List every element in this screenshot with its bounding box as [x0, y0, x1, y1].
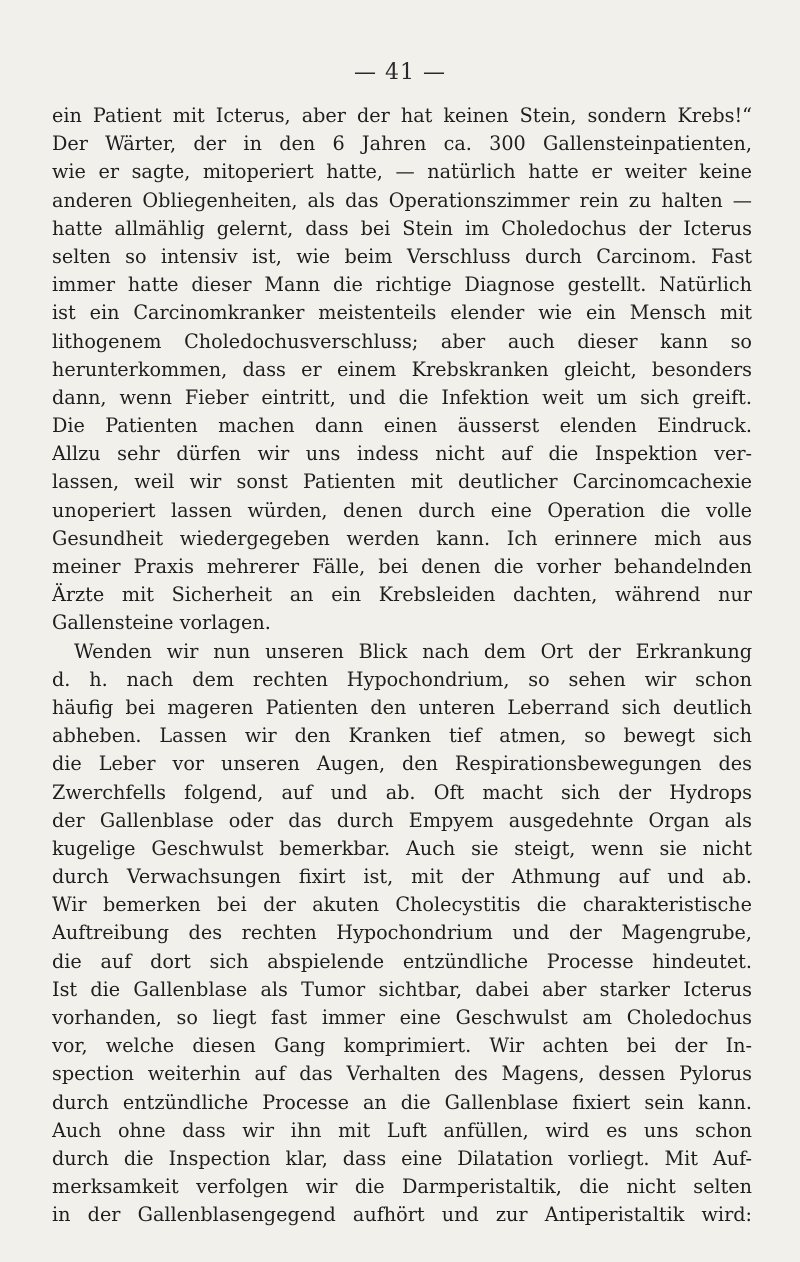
text-line: anderen Obliegenheiten, als das Operationszimmer rein zu halten — — [52, 188, 752, 212]
text-line: spection weiterhin auf das Verhalten des Magens, dessen Pylorus — [52, 1062, 752, 1086]
text-line: vor, welche diesen Gang komprimiert. Wir achten bei der In- — [52, 1034, 752, 1058]
text-line: selten so intensiv ist, wie beim Verschluss durch Carcinom. Fast — [52, 244, 752, 268]
text-line: durch entzündliche Processe an die Gallenblase fixiert sein kann. — [52, 1090, 752, 1114]
text-line: immer hatte dieser Mann die richtige Diagnose gestellt. Natürlich — [52, 273, 752, 297]
text-line: Ist die Gallenblase als Tumor sichtbar, dabei aber starker Icterus — [52, 977, 752, 1001]
text-line: Ärzte mit Sicherheit an ein Krebsleiden dachten, während nur — [52, 583, 752, 607]
body-text — [52, 102, 752, 1230]
text-line: Gesundheit wiedergegeben werden kann. Ich erinnere mich aus — [52, 526, 752, 550]
text-line: Allzu sehr dürfen wir uns indess nicht auf die Inspektion ver- — [52, 442, 752, 466]
text-line: lassen, weil wir sonst Patienten mit deutlicher Carcinomcachexie — [52, 470, 752, 494]
text-line: hatte allmählig gelernt, dass bei Stein im Choledochus der Icterus — [52, 216, 752, 240]
text-line: Der Wärter, der in den 6 Jahren ca. 300 Gallensteinpatienten, — [52, 132, 752, 156]
text-line: lithogenem Choledochusverschluss; aber auch dieser kann so — [52, 329, 752, 353]
text-line: durch die Inspection klar, dass eine Dilatation vorliegt. Mit Auf- — [52, 1146, 752, 1170]
text-line: merksamkeit verfolgen wir die Darmperistaltik, die nicht selten — [52, 1175, 752, 1199]
text-line: Gallensteine vorlagen. — [52, 611, 271, 635]
text-line: in der Gallenblasengegend aufhört und zur Antiperistaltik wird: — [52, 1203, 752, 1227]
text-line: unoperiert lassen würden, denen durch eine Operation die volle — [52, 498, 752, 522]
text-line: abheben. Lassen wir den Kranken tief atmen, so bewegt sich — [52, 724, 752, 748]
text-line: herunterkommen, dass er einem Krebskranken gleicht, besonders — [52, 357, 752, 381]
text-line: wie er sagte, mitoperiert hatte, — natürlich hatte er weiter keine — [52, 160, 752, 184]
text-line: meiner Praxis mehrerer Fälle, bei denen die vorher behandelnden — [52, 555, 752, 578]
text-line: durch Verwachsungen fixirt ist, mit der Athmung auf und ab. — [52, 865, 752, 889]
text-line: Wir bemerken bei der akuten Cholecystitis die charakteristische — [52, 893, 752, 917]
text-line: Auch ohne dass wir ihn mit Luft anfüllen, wird es uns schon — [52, 1118, 752, 1142]
text-line: die Leber vor unseren Augen, den Respirationsbewegungen des — [52, 752, 752, 776]
text-line: ein Patient mit Icterus, aber der hat keinen Stein, sondern Krebs!“ — [52, 104, 752, 127]
text-line: Zwerchfells folgend, auf und ab. Oft macht sich der Hydrops — [52, 780, 752, 804]
text-line: die auf dort sich abspielende entzündliche Processe hindeutet. — [52, 949, 752, 973]
text-line: Die Patienten machen dann einen äusserst elenden Eindruck. — [52, 414, 752, 438]
text-line: d. h. nach dem rechten Hypochondrium, so sehen wir schon — [52, 667, 752, 691]
text-line: dann, wenn Fieber eintritt, und die Infektion weit um sich greift. — [52, 385, 752, 409]
text-line: häufig bei mageren Patienten den unteren Leberrand sich deutlich — [52, 695, 752, 719]
text-line: kugelige Geschwulst bemerkbar. Auch sie steigt, wenn sie nicht — [52, 836, 752, 860]
text-line: ist ein Carcinomkranker meistenteils elender wie ein Mensch mit — [52, 301, 752, 325]
text-line: vorhanden, so liegt fast immer eine Geschwulst am Choledochus — [52, 1006, 752, 1029]
text-line: der Gallenblase oder das durch Empyem ausgedehnte Organ als — [52, 808, 752, 832]
page-number: — 41 — — [354, 60, 446, 85]
text-line: Auftreibung des rechten Hypochondrium und der Magengrube, — [52, 921, 752, 945]
text-line: Wenden wir nun unseren Blick nach dem Ort der Erkrankung — [74, 639, 752, 663]
